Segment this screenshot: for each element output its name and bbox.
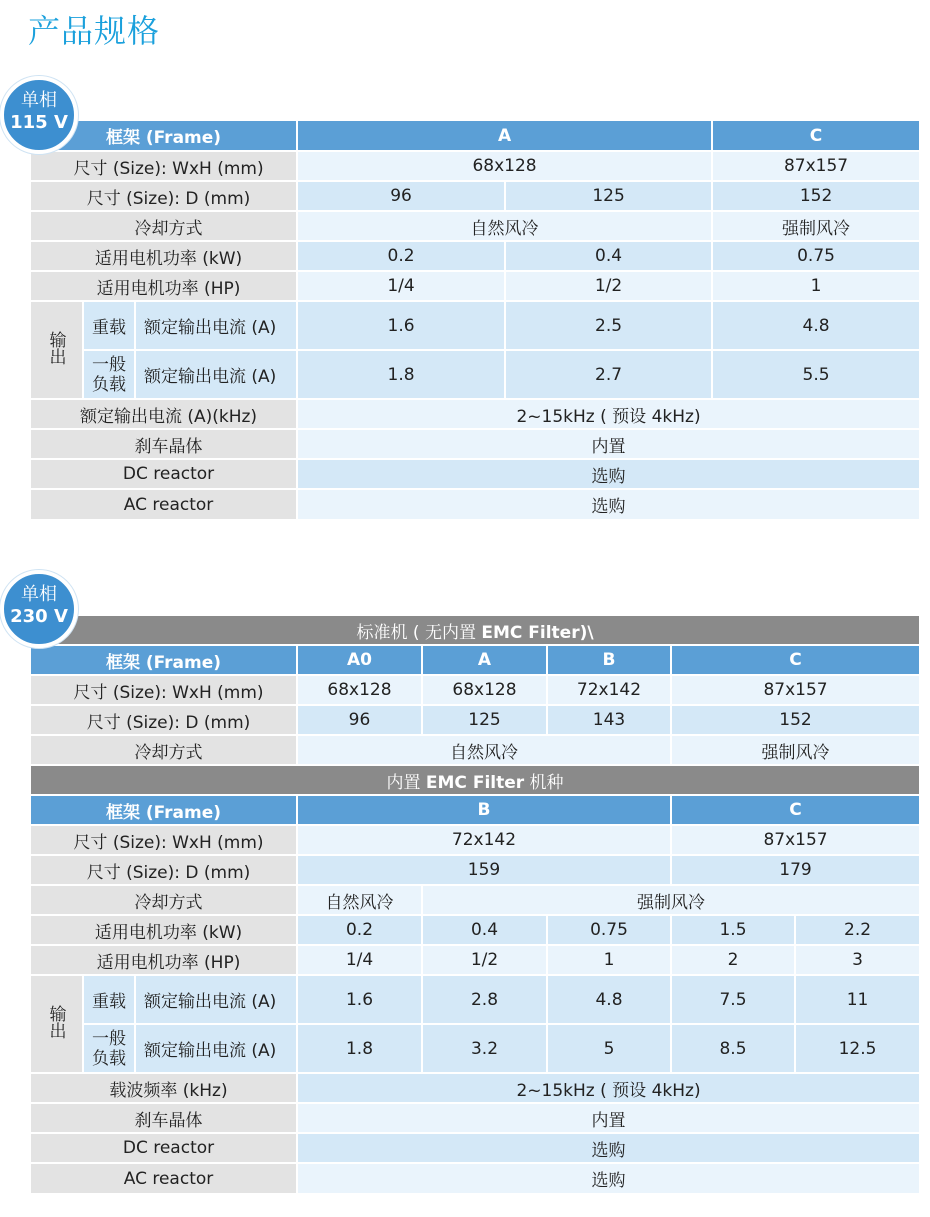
output-vlabel: 输出 <box>31 975 83 1073</box>
normal-sub: 额定输出电流 (A) <box>135 1024 297 1073</box>
cell: 5 <box>547 1024 671 1073</box>
row-label: AC reactor <box>31 1163 297 1193</box>
size-wh-row <box>31 675 919 705</box>
cell: 内置 <box>297 429 919 459</box>
cell: 1/2 <box>422 945 547 975</box>
cell: 5.5 <box>712 350 919 399</box>
cell: 2 <box>671 945 795 975</box>
power-kw-row <box>31 915 919 945</box>
row-label: AC reactor <box>31 489 297 519</box>
cell: 125 <box>422 705 547 735</box>
cell: 1.5 <box>671 915 795 945</box>
emc-section-header <box>31 765 919 795</box>
frame-label: 框架 (Frame) <box>31 121 297 151</box>
cell: 选购 <box>297 1133 919 1163</box>
cell: 1.8 <box>297 1024 422 1073</box>
page-title: 产品规格 <box>28 12 161 50</box>
standard-title: 标准机 ( 无内置 EMC Filter)\ <box>31 616 919 645</box>
cell: 1/4 <box>297 945 422 975</box>
cell: 179 <box>671 855 919 885</box>
row-label: DC reactor <box>31 1133 297 1163</box>
cell: 12.5 <box>795 1024 919 1073</box>
frame-a: A <box>422 645 547 675</box>
normal-sub: 额定输出电流 (A) <box>135 350 297 399</box>
cell: 152 <box>671 705 919 735</box>
row-label: 尺寸 (Size): D (mm) <box>31 705 297 735</box>
cell: 8.5 <box>671 1024 795 1073</box>
size-d-row <box>31 705 919 735</box>
emc-frame-header-row <box>31 795 919 825</box>
cell: 72x142 <box>547 675 671 705</box>
frame-b: B <box>297 795 671 825</box>
brake-row <box>31 429 919 459</box>
frame-a0: A0 <box>297 645 422 675</box>
cell: 0.2 <box>297 915 422 945</box>
emc-title: 内置 EMC Filter 机种 <box>31 765 919 795</box>
power-hp-row <box>31 271 919 301</box>
voltage-badge-230v <box>0 570 78 648</box>
cell: 2~15kHz ( 预设 4kHz) <box>297 399 919 429</box>
cell: 选购 <box>297 1163 919 1193</box>
cell: 96 <box>297 705 422 735</box>
carrier-row <box>31 399 919 429</box>
voltage-badge-115v <box>0 76 78 154</box>
row-label: 冷却方式 <box>31 885 297 915</box>
cell: 自然风冷 <box>297 735 671 765</box>
cell: 159 <box>297 855 671 885</box>
cell: 3 <box>795 945 919 975</box>
cooling-row <box>31 211 919 241</box>
cell: 1.6 <box>297 301 505 350</box>
normal-duty-row <box>31 1024 919 1073</box>
heavy-sub: 额定输出电流 (A) <box>135 301 297 350</box>
cell: 4.8 <box>712 301 919 350</box>
cell: 4.8 <box>547 975 671 1024</box>
cell: 68x128 <box>297 675 422 705</box>
output-vlabel: 输出 <box>31 301 83 399</box>
cell: 2.8 <box>422 975 547 1024</box>
ac-reactor-row <box>31 1163 919 1193</box>
cell: 自然风冷 <box>297 885 422 915</box>
cell: 152 <box>712 181 919 211</box>
frame-header-row <box>31 121 919 151</box>
cell: 0.75 <box>712 241 919 271</box>
spec-table-230v <box>31 616 919 1193</box>
frame-c: C <box>671 645 919 675</box>
row-label: 适用电机功率 (HP) <box>31 271 297 301</box>
row-label: 适用电机功率 (kW) <box>31 915 297 945</box>
row-label: 额定输出电流 (A)(kHz) <box>31 399 297 429</box>
normal-label: 一般负载 <box>83 1024 135 1073</box>
heavy-sub: 额定输出电流 (A) <box>135 975 297 1024</box>
ac-reactor-row <box>31 489 919 519</box>
cell: 143 <box>547 705 671 735</box>
cell: 7.5 <box>671 975 795 1024</box>
badge-voltage: 115 V <box>10 112 68 133</box>
power-kw-row <box>31 241 919 271</box>
cell: 1 <box>712 271 919 301</box>
row-label: 尺寸 (Size): WxH (mm) <box>31 825 297 855</box>
normal-label: 一般负载 <box>83 350 135 399</box>
dc-reactor-row <box>31 459 919 489</box>
cell: 强制风冷 <box>671 735 919 765</box>
cell: 87x157 <box>671 675 919 705</box>
row-label: 冷却方式 <box>31 211 297 241</box>
size-wh-row <box>31 151 919 181</box>
row-label: 尺寸 (Size): WxH (mm) <box>31 675 297 705</box>
size-d-row <box>31 181 919 211</box>
frame-c: C <box>671 795 919 825</box>
cooling-row <box>31 735 919 765</box>
heavy-duty-row <box>31 975 919 1024</box>
cell: 2.7 <box>505 350 712 399</box>
cell: 96 <box>297 181 505 211</box>
normal-duty-row <box>31 350 919 399</box>
heavy-label: 重载 <box>83 975 135 1024</box>
row-label: 刹车晶体 <box>31 429 297 459</box>
dc-reactor-row <box>31 1133 919 1163</box>
cell: 0.75 <box>547 915 671 945</box>
cell: 3.2 <box>422 1024 547 1073</box>
cell: 1/2 <box>505 271 712 301</box>
cell: 87x157 <box>671 825 919 855</box>
row-label: 刹车晶体 <box>31 1103 297 1133</box>
row-label: 载波频率 (kHz) <box>31 1073 297 1103</box>
cell: 2.2 <box>795 915 919 945</box>
power-hp-row <box>31 945 919 975</box>
cell: 1.8 <box>297 350 505 399</box>
emc-cooling-row <box>31 885 919 915</box>
cell: 0.4 <box>422 915 547 945</box>
standard-section-header <box>31 616 919 645</box>
row-label: 适用电机功率 (HP) <box>31 945 297 975</box>
cell: 自然风冷 <box>297 211 712 241</box>
frame-label: 框架 (Frame) <box>31 645 297 675</box>
emc-size-d-row <box>31 855 919 885</box>
row-label: 适用电机功率 (kW) <box>31 241 297 271</box>
emc-size-wh-row <box>31 825 919 855</box>
cell: 0.4 <box>505 241 712 271</box>
cell: 0.2 <box>297 241 505 271</box>
cell: 68x128 <box>297 151 712 181</box>
row-label: DC reactor <box>31 459 297 489</box>
cell: 强制风冷 <box>712 211 919 241</box>
frame-c: C <box>712 121 919 151</box>
spec-table-115v <box>31 121 919 519</box>
cell: 1 <box>547 945 671 975</box>
cell: 68x128 <box>422 675 547 705</box>
badge-phase: 单相 <box>21 584 57 605</box>
frame-header-row <box>31 645 919 675</box>
cell: 选购 <box>297 489 919 519</box>
brake-row <box>31 1103 919 1133</box>
heavy-label: 重载 <box>83 301 135 350</box>
cell: 87x157 <box>712 151 919 181</box>
cell: 72x142 <box>297 825 671 855</box>
cell: 选购 <box>297 459 919 489</box>
cell: 11 <box>795 975 919 1024</box>
cell: 2.5 <box>505 301 712 350</box>
frame-b: B <box>547 645 671 675</box>
cell: 内置 <box>297 1103 919 1133</box>
badge-voltage: 230 V <box>10 606 68 627</box>
row-label: 尺寸 (Size): WxH (mm) <box>31 151 297 181</box>
row-label: 尺寸 (Size): D (mm) <box>31 855 297 885</box>
heavy-duty-row <box>31 301 919 350</box>
cell: 强制风冷 <box>422 885 919 915</box>
cell: 1.6 <box>297 975 422 1024</box>
badge-phase: 单相 <box>21 90 57 111</box>
cell: 2~15kHz ( 预设 4kHz) <box>297 1073 919 1103</box>
row-label: 冷却方式 <box>31 735 297 765</box>
frame-label: 框架 (Frame) <box>31 795 297 825</box>
carrier-row <box>31 1073 919 1103</box>
frame-a: A <box>297 121 712 151</box>
row-label: 尺寸 (Size): D (mm) <box>31 181 297 211</box>
cell: 125 <box>505 181 712 211</box>
cell: 1/4 <box>297 271 505 301</box>
